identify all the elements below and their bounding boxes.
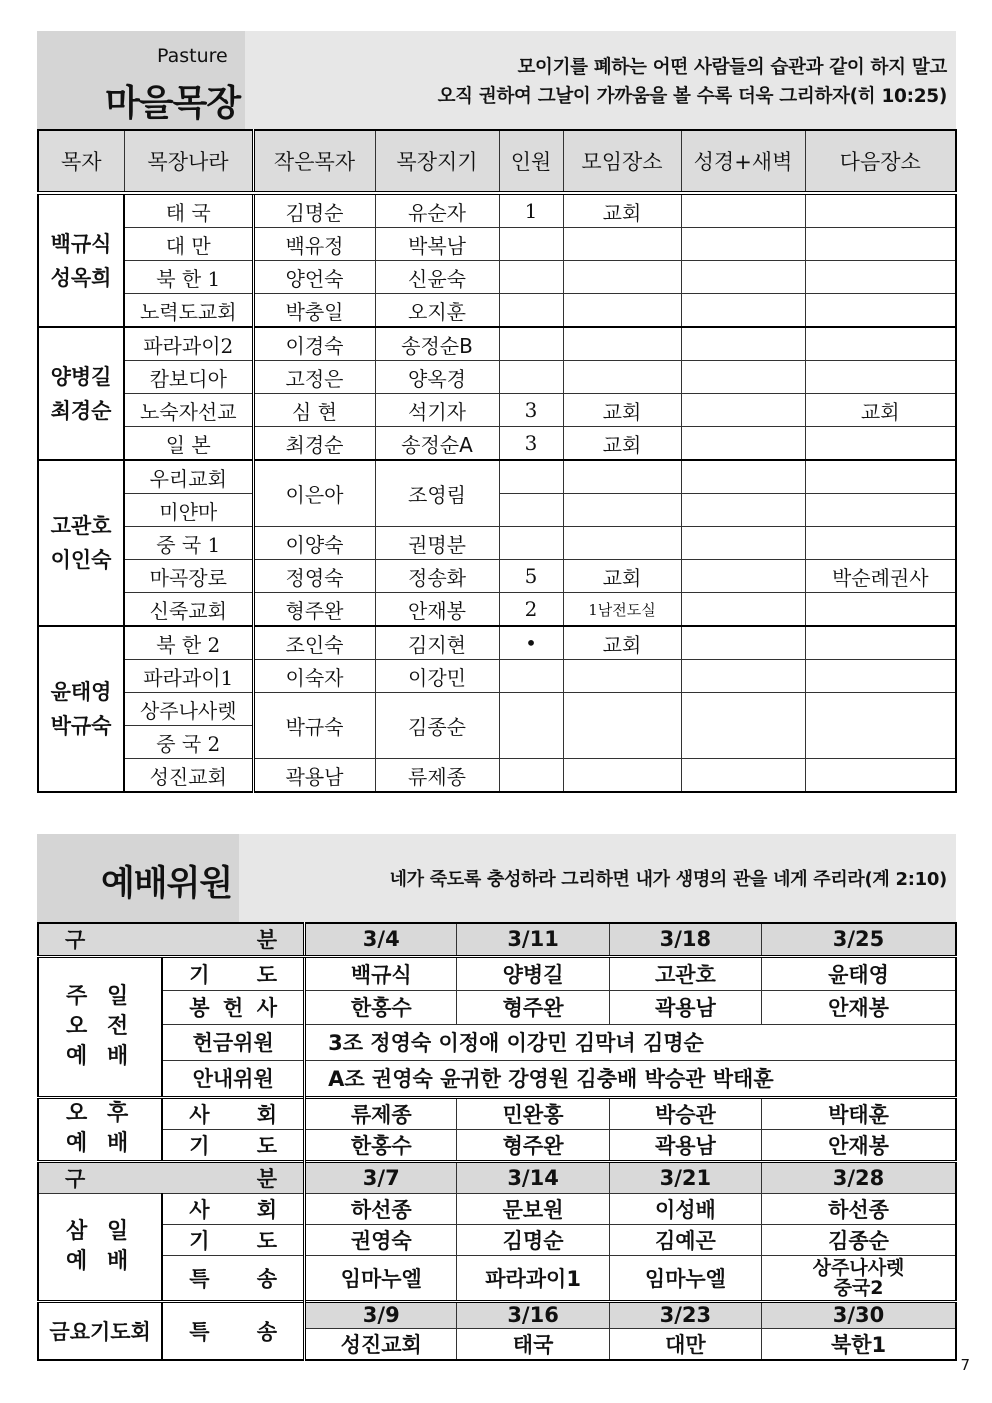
country-cell: 노력도교회	[124, 294, 253, 328]
role-label: 봉 헌 사	[162, 990, 304, 1024]
pasture-header	[37, 31, 956, 129]
sunday-am-offering-row	[38, 990, 956, 1024]
count-cell	[499, 294, 563, 328]
place-cell	[563, 759, 681, 793]
role-label: 사 회	[162, 1097, 304, 1129]
bible-cell	[681, 593, 805, 627]
small-leader-cell: 최경순	[253, 427, 375, 461]
pasture-verse-line1: 모이기를 폐하는 어떤 사람들의 습관과 같이 하지 말고	[517, 57, 947, 78]
name-cell: 권영숙	[305, 1224, 457, 1255]
pasture-table	[37, 129, 957, 793]
pasture-verse	[438, 53, 947, 111]
name-cell: 북한1	[762, 1328, 956, 1360]
count-cell	[499, 693, 563, 759]
table-row	[38, 361, 956, 394]
small-leader-cell: 이은아	[253, 460, 375, 527]
count-cell	[499, 261, 563, 294]
date-cell: 3/25	[762, 923, 956, 956]
next-cell	[805, 693, 956, 759]
role-label: 특 송	[162, 1301, 304, 1360]
keeper-cell: 신윤숙	[375, 261, 499, 294]
wednesday-label: 삼 일 예 배	[38, 1193, 162, 1301]
keeper-cell: 정송화	[375, 560, 499, 593]
name-cell: 김명순	[457, 1224, 609, 1255]
country-cell: 중 국 2	[124, 726, 253, 759]
small-leader-cell: 이숙자	[253, 660, 375, 693]
small-leader-cell: 형주완	[253, 593, 375, 627]
country-cell: 상주나사렛	[124, 693, 253, 726]
division-label: 구 분	[38, 1161, 305, 1193]
bible-cell	[681, 193, 805, 228]
role-label: 기 도	[162, 956, 304, 990]
count-cell: 3	[499, 394, 563, 427]
wednesday-special-row	[38, 1255, 956, 1301]
name-cell: 백규식	[305, 956, 457, 990]
table-row	[38, 593, 956, 627]
name-cell: 상주나사렛 중국2	[762, 1255, 956, 1301]
keeper-cell: 오지훈	[375, 294, 499, 328]
name-cell: 대만	[609, 1328, 761, 1360]
count-cell	[499, 361, 563, 394]
name-cell: 임마누엘	[609, 1255, 761, 1301]
keeper-cell: 이강민	[375, 660, 499, 693]
col-header: 작은목자	[253, 130, 375, 193]
country-cell: 파라과이2	[124, 327, 253, 361]
bible-cell	[681, 759, 805, 793]
leader-cell: 고관호 이인숙	[38, 460, 124, 626]
name-cell: 김예곤	[609, 1224, 761, 1255]
name-cell: 곽용남	[609, 1129, 761, 1161]
count-cell	[499, 327, 563, 361]
bible-cell	[681, 460, 805, 494]
next-cell	[805, 527, 956, 560]
name-cell: 하선종	[305, 1193, 457, 1224]
pasture-verse-line2: 오직 권하여 그날이 가까움을 볼 수록 더욱 그리하자(히 10:25)	[437, 86, 947, 107]
small-leader-cell: 정영숙	[253, 560, 375, 593]
table-row	[38, 693, 956, 726]
small-leader-cell: 백유정	[253, 228, 375, 261]
keeper-cell: 김종순	[375, 693, 499, 759]
place-cell	[563, 261, 681, 294]
place-cell	[563, 294, 681, 328]
place-cell	[563, 361, 681, 394]
wednesday-date-row	[38, 1161, 956, 1193]
table-row	[38, 228, 956, 261]
next-cell	[805, 327, 956, 361]
country-cell: 일 본	[124, 427, 253, 461]
country-cell: 성진교회	[124, 759, 253, 793]
bible-cell	[681, 394, 805, 427]
col-header: 성경+새벽	[681, 130, 805, 193]
table-row	[38, 294, 956, 328]
role-label: 기 도	[162, 1129, 304, 1161]
keeper-cell: 유순자	[375, 193, 499, 228]
keeper-cell: 김지현	[375, 626, 499, 660]
keeper-cell: 안재봉	[375, 593, 499, 627]
name-cell: 안재봉	[762, 990, 956, 1024]
country-cell: 미얀마	[124, 494, 253, 527]
name-cell: 파라과이1	[457, 1255, 609, 1301]
sunday-am-prayer-row	[38, 956, 956, 990]
keeper-cell: 송정순B	[375, 327, 499, 361]
small-leader-cell: 이경숙	[253, 327, 375, 361]
name-cell: 문보원	[457, 1193, 609, 1224]
date-cell: 3/4	[305, 923, 457, 956]
bible-cell	[681, 626, 805, 660]
date-cell: 3/18	[609, 923, 761, 956]
name-cell: 류제종	[305, 1097, 457, 1129]
sunday-date-row	[38, 923, 956, 956]
country-cell: 태 국	[124, 193, 253, 228]
name-cell: 임마누엘	[305, 1255, 457, 1301]
place-cell	[563, 494, 681, 527]
collection-team: 3조 정영숙 이정애 이강민 김막녀 김명순	[305, 1024, 956, 1060]
next-cell: 교회	[805, 394, 956, 427]
date-cell: 3/21	[609, 1161, 761, 1193]
small-leader-cell: 고정은	[253, 361, 375, 394]
date-cell: 3/16	[457, 1301, 609, 1328]
place-cell	[563, 327, 681, 361]
next-cell	[805, 294, 956, 328]
keeper-cell: 박복남	[375, 228, 499, 261]
small-leader-cell: 곽용남	[253, 759, 375, 793]
bible-cell	[681, 327, 805, 361]
pasture-title-ko: 마을목장	[105, 83, 241, 124]
place-cell: 교회	[563, 427, 681, 461]
bible-cell	[681, 261, 805, 294]
country-cell: 마곡장로	[124, 560, 253, 593]
worship-table	[37, 922, 957, 1361]
bible-cell	[681, 494, 805, 527]
country-cell: 파라과이1	[124, 660, 253, 693]
small-leader-cell: 조인숙	[253, 626, 375, 660]
next-cell	[805, 361, 956, 394]
name-cell: 양병길	[457, 956, 609, 990]
role-label: 안내위원	[162, 1060, 304, 1097]
bible-cell	[681, 527, 805, 560]
keeper-cell: 조영림	[375, 460, 499, 527]
sunday-pm-label: 오 후 예 배	[38, 1097, 162, 1161]
count-cell	[499, 494, 563, 527]
place-cell: 교회	[563, 394, 681, 427]
name-cell: 고관호	[609, 956, 761, 990]
next-cell	[805, 494, 956, 527]
small-leader-cell: 양언숙	[253, 261, 375, 294]
role-label: 특 송	[162, 1255, 304, 1301]
pasture-title-en: Pasture	[157, 45, 228, 67]
count-cell: 2	[499, 593, 563, 627]
place-cell	[563, 460, 681, 494]
sunday-am-usher-row	[38, 1060, 956, 1097]
table-row	[38, 327, 956, 361]
division-label: 구 분	[38, 923, 305, 956]
worship-title-ko: 예배위원	[101, 864, 233, 904]
page-number: 7	[960, 1356, 970, 1374]
next-cell	[805, 193, 956, 228]
date-cell: 3/14	[457, 1161, 609, 1193]
small-leader-cell: 이양숙	[253, 527, 375, 560]
name-cell: 곽용남	[609, 990, 761, 1024]
count-cell	[499, 759, 563, 793]
date-cell: 3/9	[305, 1301, 457, 1328]
table-row	[38, 193, 956, 228]
small-leader-cell: 심 현	[253, 394, 375, 427]
count-cell: 3	[499, 427, 563, 461]
usher-team: A조 권영숙 윤귀한 강영원 김충배 박승관 박태훈	[305, 1060, 956, 1097]
wednesday-prayer-row	[38, 1224, 956, 1255]
country-cell: 노숙자선교	[124, 394, 253, 427]
keeper-cell: 권명분	[375, 527, 499, 560]
bible-cell	[681, 427, 805, 461]
table-row	[38, 560, 956, 593]
col-header: 모임장소	[563, 130, 681, 193]
date-cell: 3/23	[609, 1301, 761, 1328]
pasture-header-row	[38, 130, 956, 193]
pasture-title-box	[37, 31, 245, 129]
bible-cell	[681, 228, 805, 261]
name-cell: 박태훈	[762, 1097, 956, 1129]
place-cell: 교회	[563, 560, 681, 593]
name-cell: 한홍수	[305, 990, 457, 1024]
keeper-cell: 양옥경	[375, 361, 499, 394]
keeper-cell: 송정순A	[375, 427, 499, 461]
next-cell	[805, 626, 956, 660]
role-label: 사 회	[162, 1193, 304, 1224]
table-row	[38, 660, 956, 693]
country-cell: 대 만	[124, 228, 253, 261]
count-cell	[499, 660, 563, 693]
name-cell: 박승관	[609, 1097, 761, 1129]
bible-cell	[681, 294, 805, 328]
bible-cell	[681, 660, 805, 693]
col-header: 인원	[499, 130, 563, 193]
place-cell	[563, 228, 681, 261]
name-cell: 하선종	[762, 1193, 956, 1224]
friday-label: 금요기도회	[38, 1301, 162, 1360]
name-cell: 민완홍	[457, 1097, 609, 1129]
count-cell: •	[499, 626, 563, 660]
leader-cell: 윤태영 박규숙	[38, 626, 124, 792]
next-cell	[805, 660, 956, 693]
table-row	[38, 460, 956, 494]
leader-cell: 백규식 성옥희	[38, 193, 124, 327]
table-row	[38, 394, 956, 427]
table-row	[38, 261, 956, 294]
place-cell	[563, 660, 681, 693]
name-cell: 태국	[457, 1328, 609, 1360]
small-leader-cell: 박충일	[253, 294, 375, 328]
date-cell: 3/7	[305, 1161, 457, 1193]
place-cell	[563, 693, 681, 759]
sunday-am-collection-row	[38, 1024, 956, 1060]
col-header: 다음장소	[805, 130, 956, 193]
country-cell: 신죽교회	[124, 593, 253, 627]
small-leader-cell: 박규숙	[253, 693, 375, 759]
sunday-am-label: 주 일 오 전 예 배	[38, 956, 162, 1097]
friday-date-row	[38, 1301, 956, 1328]
next-cell	[805, 228, 956, 261]
name-cell: 형주완	[457, 990, 609, 1024]
wednesday-host-row	[38, 1193, 956, 1224]
country-cell: 캄보디아	[124, 361, 253, 394]
table-row	[38, 626, 956, 660]
name-cell: 윤태영	[762, 956, 956, 990]
next-cell	[805, 261, 956, 294]
col-header: 목장나라	[124, 130, 253, 193]
next-cell	[805, 593, 956, 627]
next-cell	[805, 460, 956, 494]
next-cell: 박순례권사	[805, 560, 956, 593]
country-cell: 중 국 1	[124, 527, 253, 560]
name-cell: 한홍수	[305, 1129, 457, 1161]
small-leader-cell: 김명순	[253, 193, 375, 228]
bible-cell	[681, 560, 805, 593]
count-cell	[499, 527, 563, 560]
date-cell: 3/28	[762, 1161, 956, 1193]
table-row	[38, 427, 956, 461]
sunday-pm-host-row	[38, 1097, 956, 1129]
name-cell: 안재봉	[762, 1129, 956, 1161]
name-cell: 형주완	[457, 1129, 609, 1161]
place-cell	[563, 527, 681, 560]
role-label: 기 도	[162, 1224, 304, 1255]
leader-cell: 양병길 최경순	[38, 327, 124, 460]
country-cell: 북 한 1	[124, 261, 253, 294]
place-cell: 1남전도실	[563, 593, 681, 627]
count-cell: 5	[499, 560, 563, 593]
table-row	[38, 759, 956, 793]
keeper-cell: 류제종	[375, 759, 499, 793]
date-cell: 3/11	[457, 923, 609, 956]
name-cell: 이성배	[609, 1193, 761, 1224]
place-cell: 교회	[563, 626, 681, 660]
place-cell: 교회	[563, 193, 681, 228]
bible-cell	[681, 361, 805, 394]
col-header: 목장지기	[375, 130, 499, 193]
next-cell	[805, 427, 956, 461]
role-label: 헌금위원	[162, 1024, 304, 1060]
date-cell: 3/30	[762, 1301, 956, 1328]
next-cell	[805, 759, 956, 793]
country-cell: 북 한 2	[124, 626, 253, 660]
count-cell	[499, 460, 563, 494]
worship-title-box	[37, 834, 239, 922]
worship-verse: 네가 죽도록 충성하라 그리하면 내가 생명의 관을 네게 주리라(계 2:10)	[389, 869, 947, 890]
count-cell	[499, 228, 563, 261]
name-cell: 성진교회	[305, 1328, 457, 1360]
table-row	[38, 527, 956, 560]
sunday-pm-prayer-row	[38, 1129, 956, 1161]
name-cell: 김종순	[762, 1224, 956, 1255]
country-cell: 우리교회	[124, 460, 253, 494]
col-header: 목자	[38, 130, 124, 193]
bible-cell	[681, 693, 805, 759]
count-cell: 1	[499, 193, 563, 228]
keeper-cell: 석기자	[375, 394, 499, 427]
worship-header	[37, 834, 956, 922]
